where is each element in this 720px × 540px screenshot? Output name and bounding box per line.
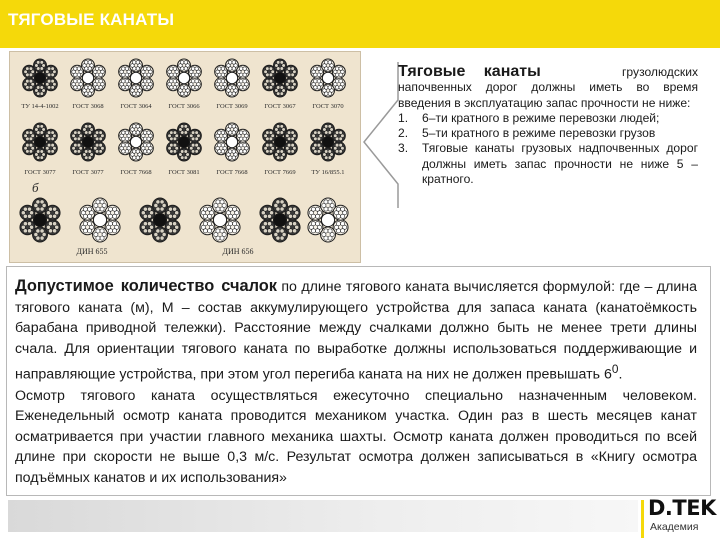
splices-paragraph — [15, 276, 697, 386]
requirement-item — [398, 141, 698, 187]
requirement-text: 6–ти кратного в режиме перевозки людей; — [422, 110, 660, 125]
rope-standard-label: ГОСТ 3081 — [168, 169, 200, 176]
rope-standard-label: ГОСТ 7669 — [264, 169, 296, 176]
rope-section — [260, 198, 300, 242]
inspection-paragraph: Осмотр тягового каната осуществляться ежесуточно специально назначенным человеком. Еженедельный осмотр каната проводится механиком участка. Один раз в шесть месяцев канат осматривается при участии главного механика шахты. Осмотр каната должен проводиться по всей длине при скорости не выше 0,3 м/с. Результат осмотра должен записываться в «Книгу осмотра подъёмных канатов и их использования» — [15, 387, 697, 487]
requirement-item — [398, 126, 698, 141]
rope-standard-label: ДИН 656 — [222, 247, 254, 256]
rope-section — [71, 123, 106, 161]
rope-standard-label: ГОСТ 3067 — [264, 103, 296, 110]
rope-section — [23, 59, 58, 97]
requirement-item — [398, 111, 698, 126]
rope-standard-label: ГОСТ 7668 — [216, 169, 248, 176]
rope-section — [167, 59, 202, 97]
rope-standard-label: ГОСТ 3068 — [72, 103, 104, 110]
main-text — [15, 276, 697, 489]
footer-strip — [8, 500, 638, 532]
rope-section — [119, 123, 154, 161]
page-title: ТЯГОВЫЕ КАНАТЫ — [8, 10, 175, 29]
rope-section — [167, 123, 202, 161]
rope-standard-label: ГОСТ 7668 — [120, 169, 152, 176]
rope-section — [200, 198, 240, 242]
rope-standard-label: ГОСТ 3077 — [72, 169, 104, 176]
requirement-text: 5–ти кратного в режиме перевозки грузов — [422, 126, 656, 141]
rope-section — [80, 198, 120, 242]
callout-bracket — [362, 60, 400, 210]
rope-cross-sections-figure — [9, 51, 361, 263]
rope-standard-label: ДИН 655 — [76, 247, 108, 256]
rope-section — [215, 123, 250, 161]
requirements-list — [398, 111, 698, 187]
rope-section — [23, 123, 58, 161]
splices-text-end: . — [618, 367, 623, 384]
requirements-title-tail: грузолюдских — [622, 65, 698, 79]
requirements-intro: напочвенных дорог должны иметь во время введения в эксплуатацию запас прочности не ниже: — [398, 80, 698, 110]
rope-section — [119, 59, 154, 97]
dtek-academy-logo — [648, 497, 716, 539]
degree-superscript: 0 — [611, 362, 619, 377]
rope-section — [71, 59, 106, 97]
requirements-lead — [398, 64, 698, 80]
rope-section — [215, 59, 250, 97]
rope-standard-label: ГОСТ 3064 — [120, 103, 152, 110]
requirement-number: 3. — [398, 141, 409, 156]
splices-text: по длине тягового каната вычисляется формулой: где – длина тягового каната (м), М – состав аккумулирующего устройства для запаса каната (канатоёмкость барабана приводной тележки). Расстояние между счалками должно быть не менее трети длины счала. Для ориентации тягового каната по выработке должны использоваться поддерживающие и направляющие устройства, при этом угол перегиба каната на них не должен превышать 6 — [15, 279, 697, 384]
rope-section — [311, 123, 346, 161]
rope-section — [20, 198, 60, 242]
rope-section — [263, 123, 298, 161]
requirement-text: Тяговые канаты грузовых надпочвенных дорог должны иметь запас прочности не ниже 5 – кратного. — [422, 141, 698, 187]
requirements-title: Тяговые канаты — [398, 63, 541, 80]
rope-standard-label: ГОСТ 3069 — [216, 103, 248, 110]
logo-mark: D.TEK — [648, 496, 716, 520]
rope-section — [311, 59, 346, 97]
rope-standard-label: ТУ 16/855.1 — [311, 169, 345, 176]
logo-subtitle: Академия — [650, 521, 699, 533]
requirement-number: 1. — [398, 110, 409, 125]
rope-standard-label: ТУ 14-4-1002 — [21, 103, 59, 110]
rope-standard-label: ГОСТ 3077 — [24, 169, 56, 176]
figure-marker: б — [32, 180, 39, 195]
rope-cross-sections-svg — [10, 52, 362, 264]
footer-divider — [641, 500, 644, 538]
rope-standard-label: ГОСТ 3070 — [312, 103, 344, 110]
rope-requirements — [398, 64, 698, 187]
rope-standard-label: ГОСТ 3066 — [168, 103, 200, 110]
rope-section — [140, 198, 180, 242]
splices-heading: Допустимое количество счалок — [15, 277, 277, 295]
title-bar — [0, 0, 720, 48]
rope-section — [263, 59, 298, 97]
rope-section — [308, 198, 348, 242]
requirement-number: 2. — [398, 126, 409, 141]
